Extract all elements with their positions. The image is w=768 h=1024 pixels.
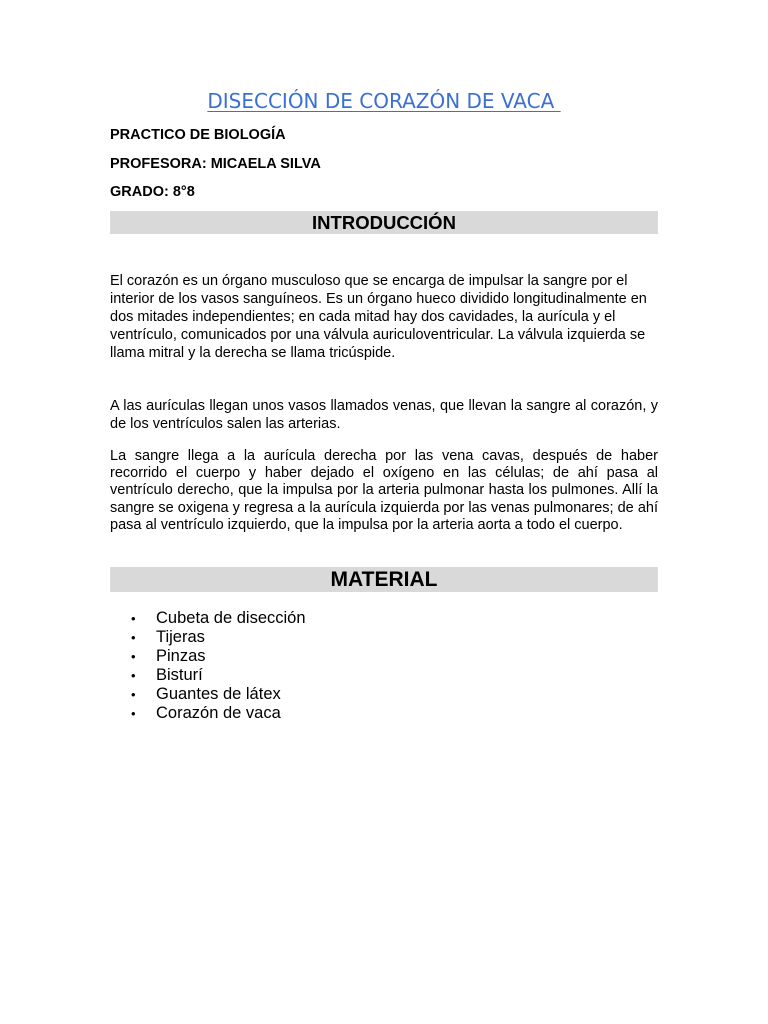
material-item-label: Guantes de látex (156, 685, 281, 703)
bullet-icon: • (131, 649, 136, 664)
material-list (128, 609, 306, 723)
material-item (128, 647, 306, 666)
subject-line: PRACTICO DE BIOLOGÍA (110, 127, 286, 143)
bullet-icon: • (131, 687, 136, 702)
bullet-icon: • (131, 706, 136, 721)
material-item-label: Bisturí (156, 666, 203, 684)
material-item (128, 609, 306, 628)
material-item-label: Cubeta de disección (156, 609, 306, 627)
intro-paragraph-2: A las aurículas llegan unos vasos llamados venas, que llevan la sangre al corazón, y de los ventrículos salen las arterias. (110, 398, 658, 432)
bullet-icon: • (131, 611, 136, 626)
material-item (128, 685, 306, 704)
material-heading: MATERIAL (110, 567, 658, 592)
material-item (128, 704, 306, 723)
bullet-icon: • (131, 630, 136, 645)
bullet-icon: • (131, 668, 136, 683)
intro-paragraph-3: La sangre llega a la aurícula derecha por las vena cavas, después de haber recorrido el cuerpo y haber dejado el oxígeno en las células; de ahí pasa al ventrículo derecho, que la impulsa por la arteria pulmonar hasta los pulmones. Allí la sangre se oxigena y regresa a la aurícula izquierda por las venas pulmonares; de ahí pasa al ventrículo izquierdo, que la impulsa por la arteria aorta a todo el cuerpo. (110, 448, 658, 533)
intro-paragraph-1: El corazón es un órgano musculoso que se encarga de impulsar la sangre por el interior de los vasos sanguíneos. Es un órgano hueco dividido longitudinalmente en dos mitades independientes; en cada mitad hay dos cavidades, la aurícula y el ventrículo, comunicados por una válvula auriculoventricular. La válvula izquierda se llama mitral y la derecha se llama tricúspide. (110, 273, 647, 361)
introduction-heading: INTRODUCCIÓN (110, 211, 658, 234)
material-item-label: Corazón de vaca (156, 704, 281, 722)
teacher-line: PROFESORA: MICAELA SILVA (110, 156, 321, 172)
material-item (128, 628, 306, 647)
document-title: DISECCIÓN DE CORAZÓN DE VACA (207, 89, 561, 113)
material-item (128, 666, 306, 685)
material-item-label: Pinzas (156, 647, 206, 665)
grade-line: GRADO: 8°8 (110, 184, 195, 200)
material-item-label: Tijeras (156, 628, 205, 646)
